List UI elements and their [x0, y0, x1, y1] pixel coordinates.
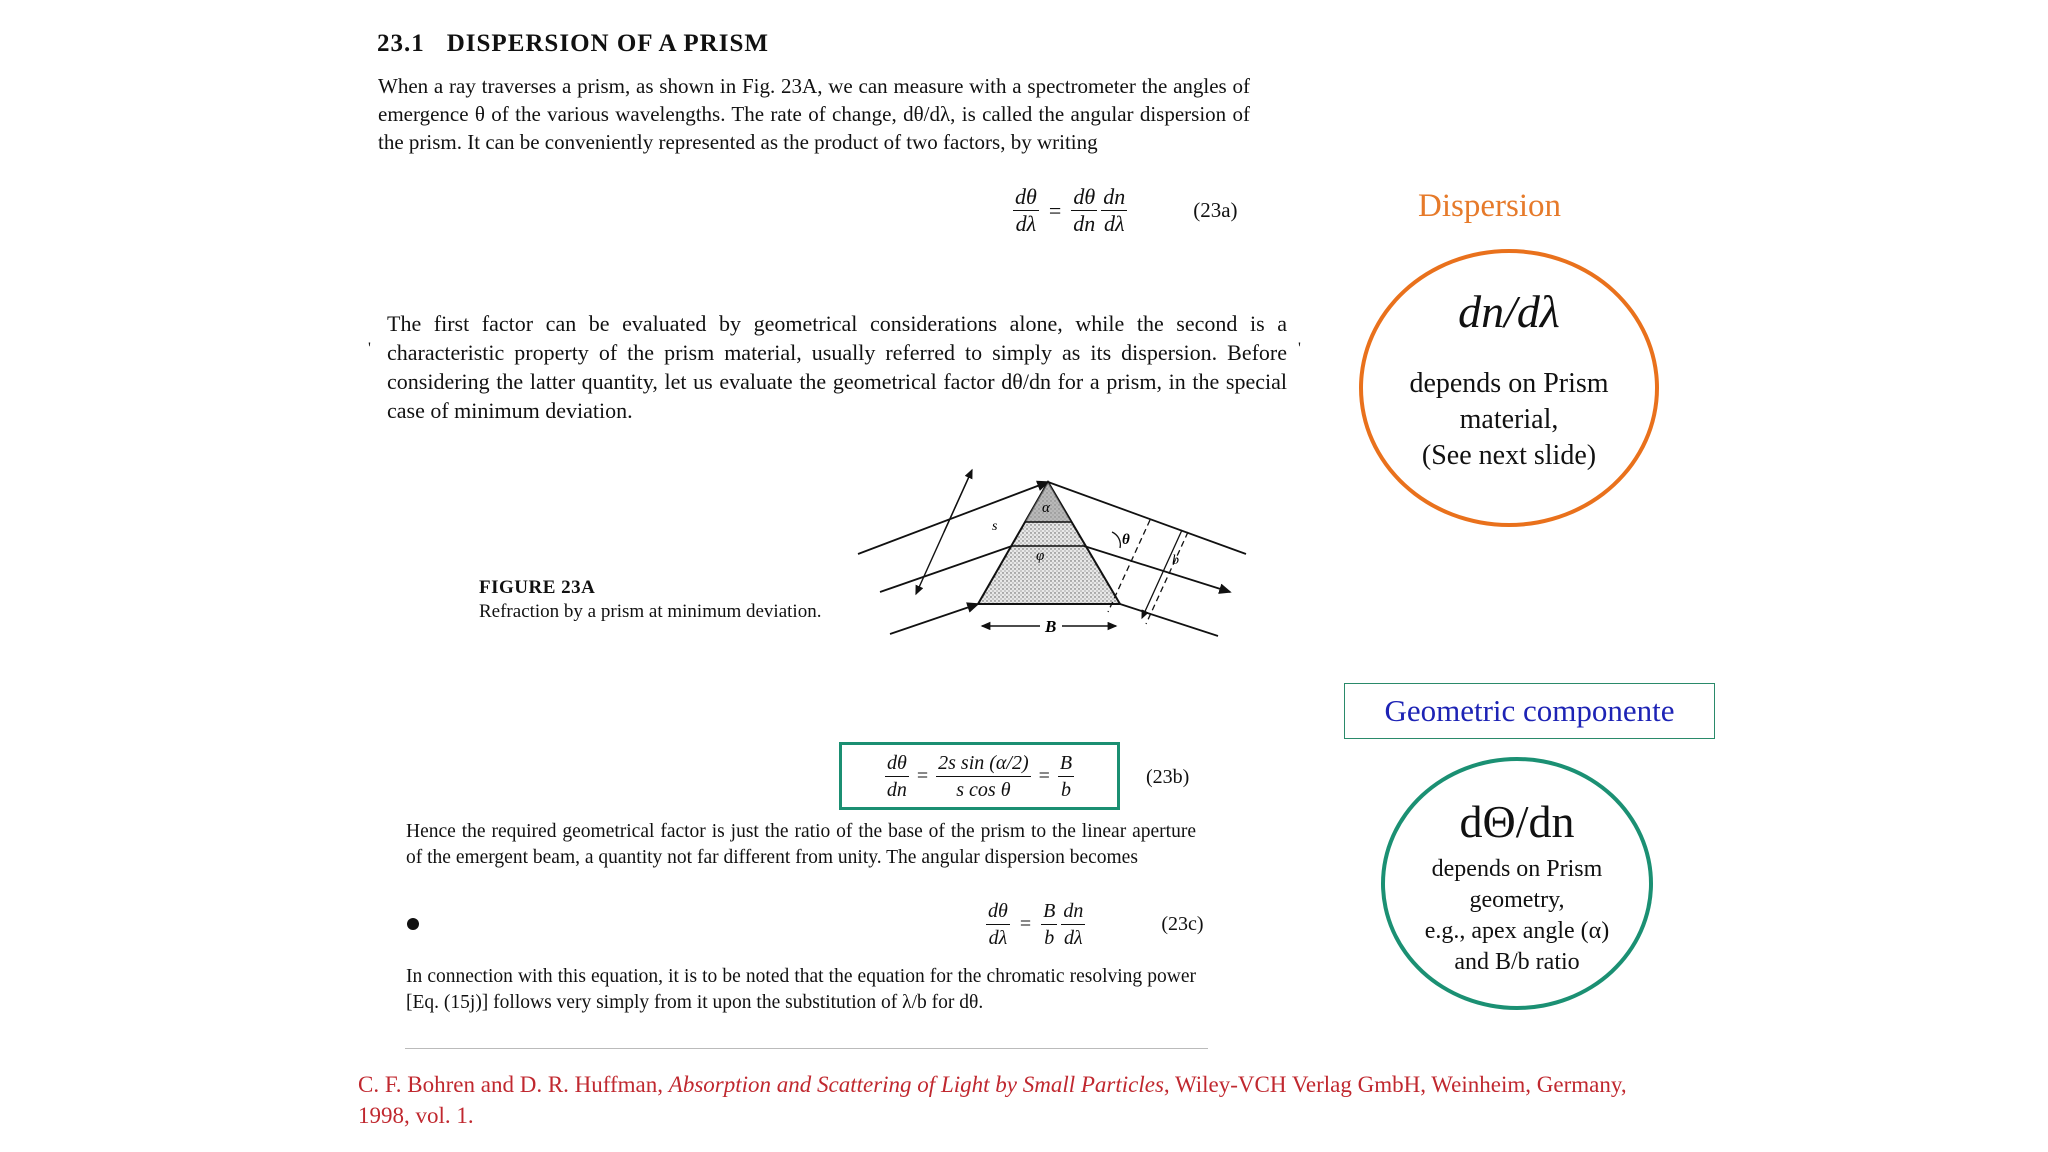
eq23a-label: (23a) — [1193, 198, 1238, 222]
label-phi: φ — [1036, 548, 1045, 564]
margin-tick-right: ' — [1298, 340, 1301, 357]
label-b: b — [1172, 553, 1179, 568]
eq23b-lhs: $\frac{d\theta}{dn}$ — [886, 751, 907, 801]
equation-23c: $\frac{d\theta}{d\lambda}$ = $\frac{B}{b}$ $\frac{dn}{d\lambda}$ (23c) — [988, 900, 1204, 949]
eq23c-r2: $\frac{dn}{d\lambda}$ — [1063, 900, 1084, 949]
paragraph-1: When a ray traverses a prism, as shown in Fig. 23A, we can measure with a spectrometer the angles of emergence θ of the various wavelengths. The rate of change, dθ/dλ, is called the angular dispersion of the prism. It can be conveniently represented as the product of two factors, by writing — [378, 74, 1250, 154]
dispersion-symbol: dn/dλ — [1458, 286, 1560, 337]
section-number: 23.1 — [377, 30, 425, 57]
label-s: s — [992, 519, 998, 534]
dispersion-description: depends on Prism material, (See next slide) — [1409, 368, 1609, 471]
equation-23a — [1013, 184, 1238, 237]
label-B: B — [1045, 617, 1057, 636]
eq23c-r1: $\frac{B}{b}$ — [1043, 900, 1056, 949]
paragraph-3: Hence the required geometrical factor is just the ratio of the base of the prism to the linear aperture of the emergent beam, a quantity not far different from unity. The angular dispersion becomes — [406, 821, 1196, 868]
geometric-description: depends on Prism geometry, e.g., apex angle (α) and B/b ratio — [1424, 856, 1610, 975]
citation — [358, 1069, 1628, 1131]
b-dimension — [1142, 530, 1182, 618]
page-divider — [405, 1048, 1208, 1049]
equation-23b-box: $\frac{d\theta}{dn}$ = $\frac{\text{2s sin (α/2)}}{\text{s cos θ}}$ = $\frac{B}{b}$ — [839, 742, 1120, 810]
eq23b-label: (23b) — [1146, 766, 1190, 788]
figure-caption-text: Refraction by a prism at minimum deviation. — [479, 601, 822, 622]
dispersion-label: Dispersion — [1418, 188, 1561, 224]
dispersion-circle — [1359, 249, 1659, 527]
label-alpha: α — [1042, 500, 1050, 516]
citation-authors: C. F. Bohren and D. R. Huffman, — [358, 1072, 669, 1097]
geometric-circle — [1381, 757, 1653, 1010]
figure-title: FIGURE 23A — [479, 577, 596, 598]
geometric-symbol: dΘ/dn — [1459, 796, 1575, 847]
section-heading — [377, 30, 769, 58]
paragraph-2: The first factor can be evaluated by geometrical considerations alone, while the second is a characteristic property of the prism material, usually referred to simply as its dispersion. Before considering the latter quantity, let us evaluate the geometrical factor dθ/dn for a prism, in the special case of minimum deviation. — [387, 311, 1287, 423]
prism-figure — [850, 460, 1260, 650]
figure-caption — [479, 576, 839, 624]
citation-details: , Wiley-VCH Verlag GmbH, Weinheim, Germany, 1998, vol. 1. — [358, 1072, 1627, 1128]
margin-tick-left: ' — [368, 340, 371, 357]
geometric-label: Geometric componente — [1344, 683, 1715, 739]
citation-title: Absorption and Scattering of Light by Small Particles — [668, 1072, 1164, 1097]
eq23a-r1: $\frac{d\theta}{dn}$ — [1073, 184, 1096, 236]
paragraph-4: In connection with this equation, it is to be noted that the equation for the chromatic resolving power [Eq. (15j)] follows very simply from it upon the substitution of λ/b for dθ. — [406, 966, 1196, 1013]
incident-ray-3 — [890, 604, 978, 634]
eq23a-equals: = — [1048, 197, 1062, 223]
eq23c-label: (23c) — [1161, 913, 1204, 935]
bullet-point — [407, 918, 419, 930]
eq23a-r2: $\frac{dn}{d\lambda}$ — [1103, 184, 1126, 236]
eq23b-rhs: $\frac{B}{b}$ — [1059, 751, 1073, 801]
section-title: DISPERSION OF A PRISM — [446, 30, 769, 57]
label-theta: θ — [1122, 532, 1130, 548]
eq23a-lhs: $\frac{d\theta}{d\lambda}$ — [1015, 184, 1037, 236]
eq23b-mid: $\frac{\text{2s sin (α/2)}}{\text{s cos θ}}$ — [938, 751, 1029, 801]
eq23c-lhs: $\frac{d\theta}{d\lambda}$ — [988, 900, 1008, 949]
